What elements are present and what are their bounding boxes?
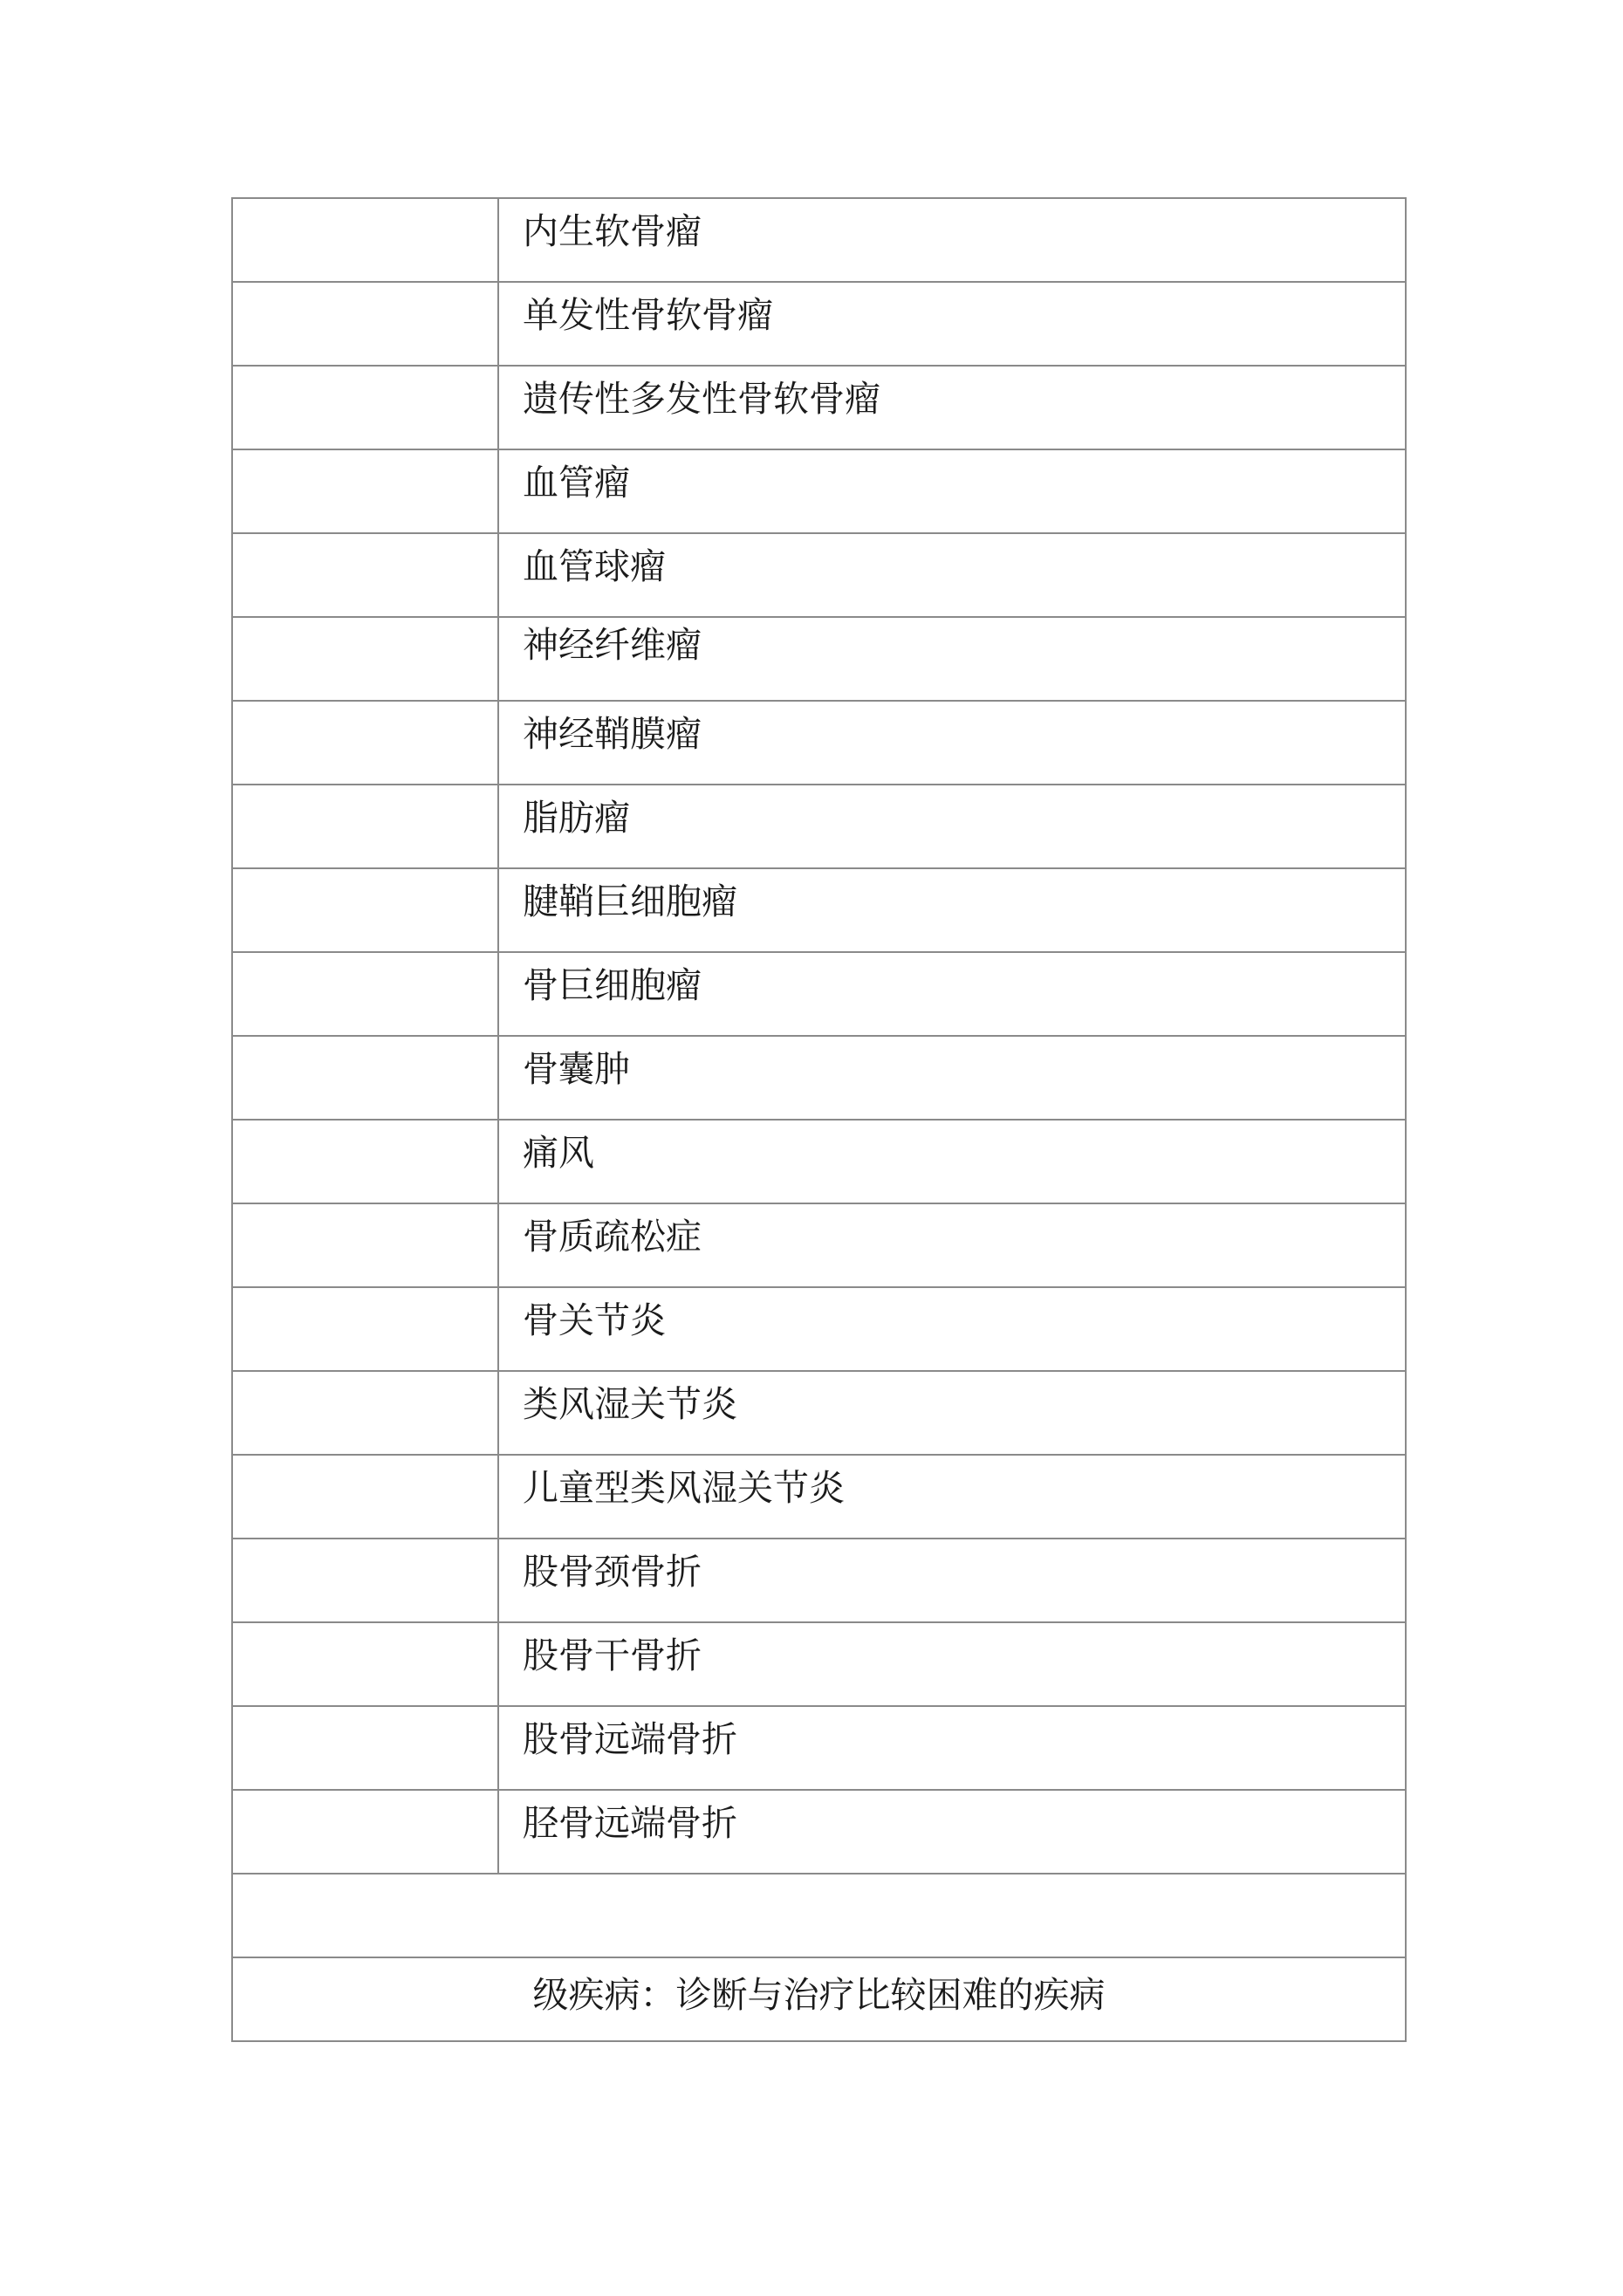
footer-cell: 级疾病：诊断与治疗比较困难的疾病 bbox=[232, 1957, 1406, 2041]
category-cell bbox=[232, 533, 498, 617]
disease-name-cell: 脂肪瘤 bbox=[498, 785, 1406, 868]
table-row bbox=[232, 1120, 1406, 1203]
disease-name-cell: 神经鞘膜瘤 bbox=[498, 701, 1406, 785]
category-cell bbox=[232, 1790, 498, 1874]
table-row bbox=[232, 449, 1406, 533]
category-cell bbox=[232, 701, 498, 785]
disease-name-cell: 腱鞘巨细胞瘤 bbox=[498, 868, 1406, 952]
disease-name-cell: 痛风 bbox=[498, 1120, 1406, 1203]
disease-name-cell: 股骨颈骨折 bbox=[498, 1539, 1406, 1622]
category-cell bbox=[232, 1706, 498, 1790]
blank-row bbox=[232, 1874, 1406, 1957]
disease-name-cell: 神经纤维瘤 bbox=[498, 617, 1406, 701]
disease-name-cell: 类风湿关节炎 bbox=[498, 1371, 1406, 1455]
category-cell bbox=[232, 1455, 498, 1539]
table-row bbox=[232, 366, 1406, 449]
table-row bbox=[232, 1203, 1406, 1287]
disease-name-cell: 血管瘤 bbox=[498, 449, 1406, 533]
table-row bbox=[232, 1706, 1406, 1790]
category-cell bbox=[232, 1539, 498, 1622]
table-row bbox=[232, 1287, 1406, 1371]
disease-name-cell: 骨巨细胞瘤 bbox=[498, 952, 1406, 1036]
category-cell bbox=[232, 785, 498, 868]
disease-name-cell: 胫骨远端骨折 bbox=[498, 1790, 1406, 1874]
category-cell bbox=[232, 1622, 498, 1706]
category-cell bbox=[232, 282, 498, 366]
table-row bbox=[232, 1622, 1406, 1706]
category-cell bbox=[232, 1371, 498, 1455]
table-row bbox=[232, 701, 1406, 785]
category-cell bbox=[232, 1036, 498, 1120]
table-row bbox=[232, 533, 1406, 617]
category-cell bbox=[232, 1120, 498, 1203]
disease-name-cell: 单发性骨软骨瘤 bbox=[498, 282, 1406, 366]
category-cell bbox=[232, 1203, 498, 1287]
disease-name-cell: 骨囊肿 bbox=[498, 1036, 1406, 1120]
table-row bbox=[232, 282, 1406, 366]
footer-row bbox=[232, 1957, 1406, 2041]
category-cell bbox=[232, 198, 498, 282]
disease-name-cell: 骨质疏松症 bbox=[498, 1203, 1406, 1287]
table-row bbox=[232, 1036, 1406, 1120]
disease-name-cell: 内生软骨瘤 bbox=[498, 198, 1406, 282]
disease-table bbox=[231, 197, 1407, 2042]
table-row bbox=[232, 785, 1406, 868]
disease-name-cell: 血管球瘤 bbox=[498, 533, 1406, 617]
category-cell bbox=[232, 449, 498, 533]
category-cell bbox=[232, 952, 498, 1036]
category-cell bbox=[232, 366, 498, 449]
table-row bbox=[232, 952, 1406, 1036]
table-row bbox=[232, 617, 1406, 701]
table-row bbox=[232, 1455, 1406, 1539]
disease-name-cell: 遗传性多发性骨软骨瘤 bbox=[498, 366, 1406, 449]
disease-name-cell: 儿童型类风湿关节炎 bbox=[498, 1455, 1406, 1539]
category-cell bbox=[232, 1287, 498, 1371]
disease-name-cell: 股骨干骨折 bbox=[498, 1622, 1406, 1706]
category-cell bbox=[232, 617, 498, 701]
table-row bbox=[232, 868, 1406, 952]
category-cell bbox=[232, 868, 498, 952]
disease-name-cell: 股骨远端骨折 bbox=[498, 1706, 1406, 1790]
table-row bbox=[232, 198, 1406, 282]
blank-cell bbox=[232, 1874, 1406, 1957]
table-row bbox=[232, 1539, 1406, 1622]
table-row bbox=[232, 1371, 1406, 1455]
disease-name-cell: 骨关节炎 bbox=[498, 1287, 1406, 1371]
table-row bbox=[232, 1790, 1406, 1874]
